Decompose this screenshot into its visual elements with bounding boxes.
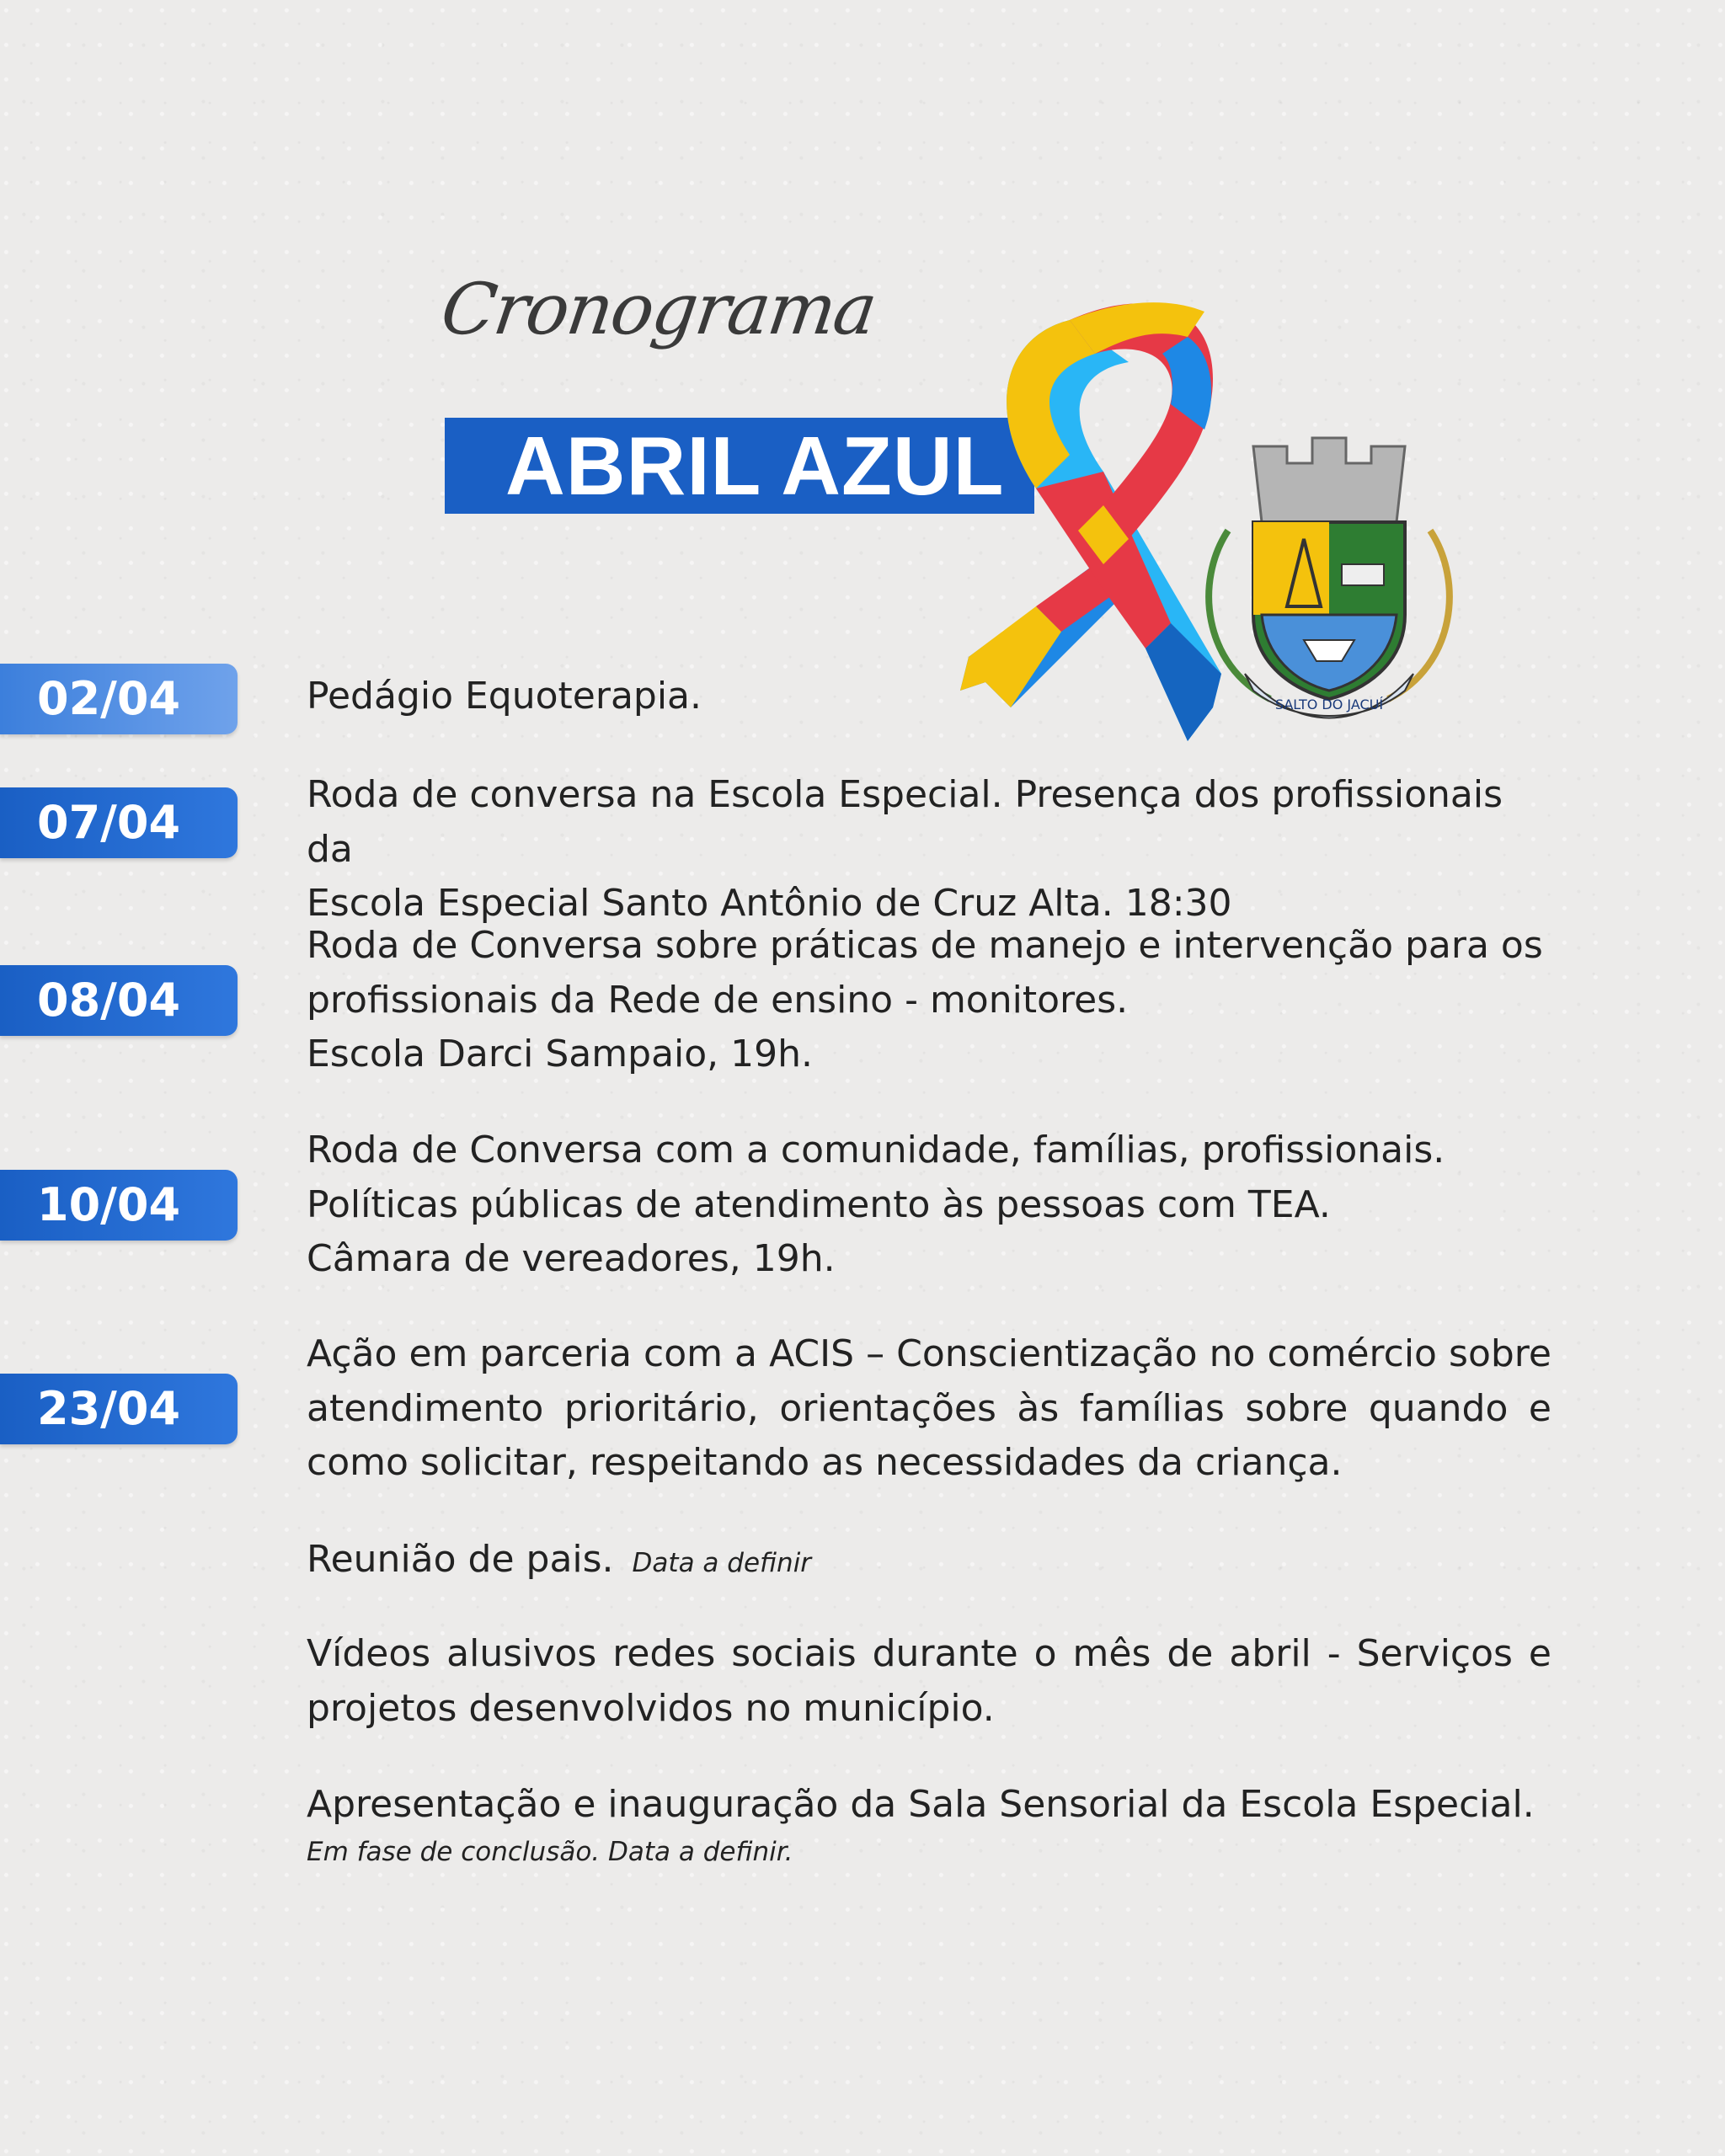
schedule-item [307,1123,1551,1287]
schedule-text: Escola Darci Sampaio, 19h. [307,1033,814,1075]
date-badge: 10/04 [0,1170,238,1241]
script-title: Cronograma [436,268,881,350]
page-title: ABRIL AZUL [505,419,1005,512]
schedule-item [307,919,1551,1082]
parents-meeting-item [307,1533,1551,1591]
parents-meeting-text: Reunião de pais. [307,1538,614,1581]
schedule-item [307,768,1551,931]
schedule-text: Roda de Conversa sobre práticas de manejo e intervenção para os [307,924,1543,967]
sensory-room-text: Apresentação e inauguração da Sala Sensorial da Escola Especial. [307,1783,1535,1826]
schedule-text: Pedágio Equoterapia. [307,675,702,718]
videos-item: Vídeos alusivos redes sociais durante o mês de abril - Serviços e projetos desenvolvidos no município. [307,1632,1551,1730]
date-badge: 08/04 [0,965,238,1036]
sensory-room-item [307,1778,1551,1871]
crest-label: SALTO DO JACUÍ [1274,696,1384,712]
schedule-text: Roda de Conversa com a comunidade, famílias, profissionais. [307,1129,1445,1171]
date-badge: 02/04 [0,664,238,734]
schedule-item: Ação em parceria com a ACIS – Conscientização no comércio sobre atendimento prioritário, orientações às famílias sobre quando e como solicitar, respeitando as necessidades da criança. [307,1332,1551,1484]
schedule-text: Roda de conversa na Escola Especial. Presença dos profissionais da [307,773,1503,871]
schedule-text: Políticas públicas de atendimento às pessoas com TEA. [307,1182,1331,1226]
date-badge: 23/04 [0,1374,238,1444]
date-badge: 07/04 [0,787,238,858]
sensory-room-note: Em fase de conclusão. Data a definir. [307,1836,793,1867]
schedule-text: Câmara de vereadores, 19h. [307,1237,836,1280]
parents-meeting-note: Data a definir [632,1548,812,1578]
schedule-item [307,670,1551,724]
schedule-text: Escola Especial Santo Antônio de Cruz Alta. 18:30 [307,882,1232,925]
schedule-text: profissionais da Rede de ensino - monitores. [307,978,1129,1022]
